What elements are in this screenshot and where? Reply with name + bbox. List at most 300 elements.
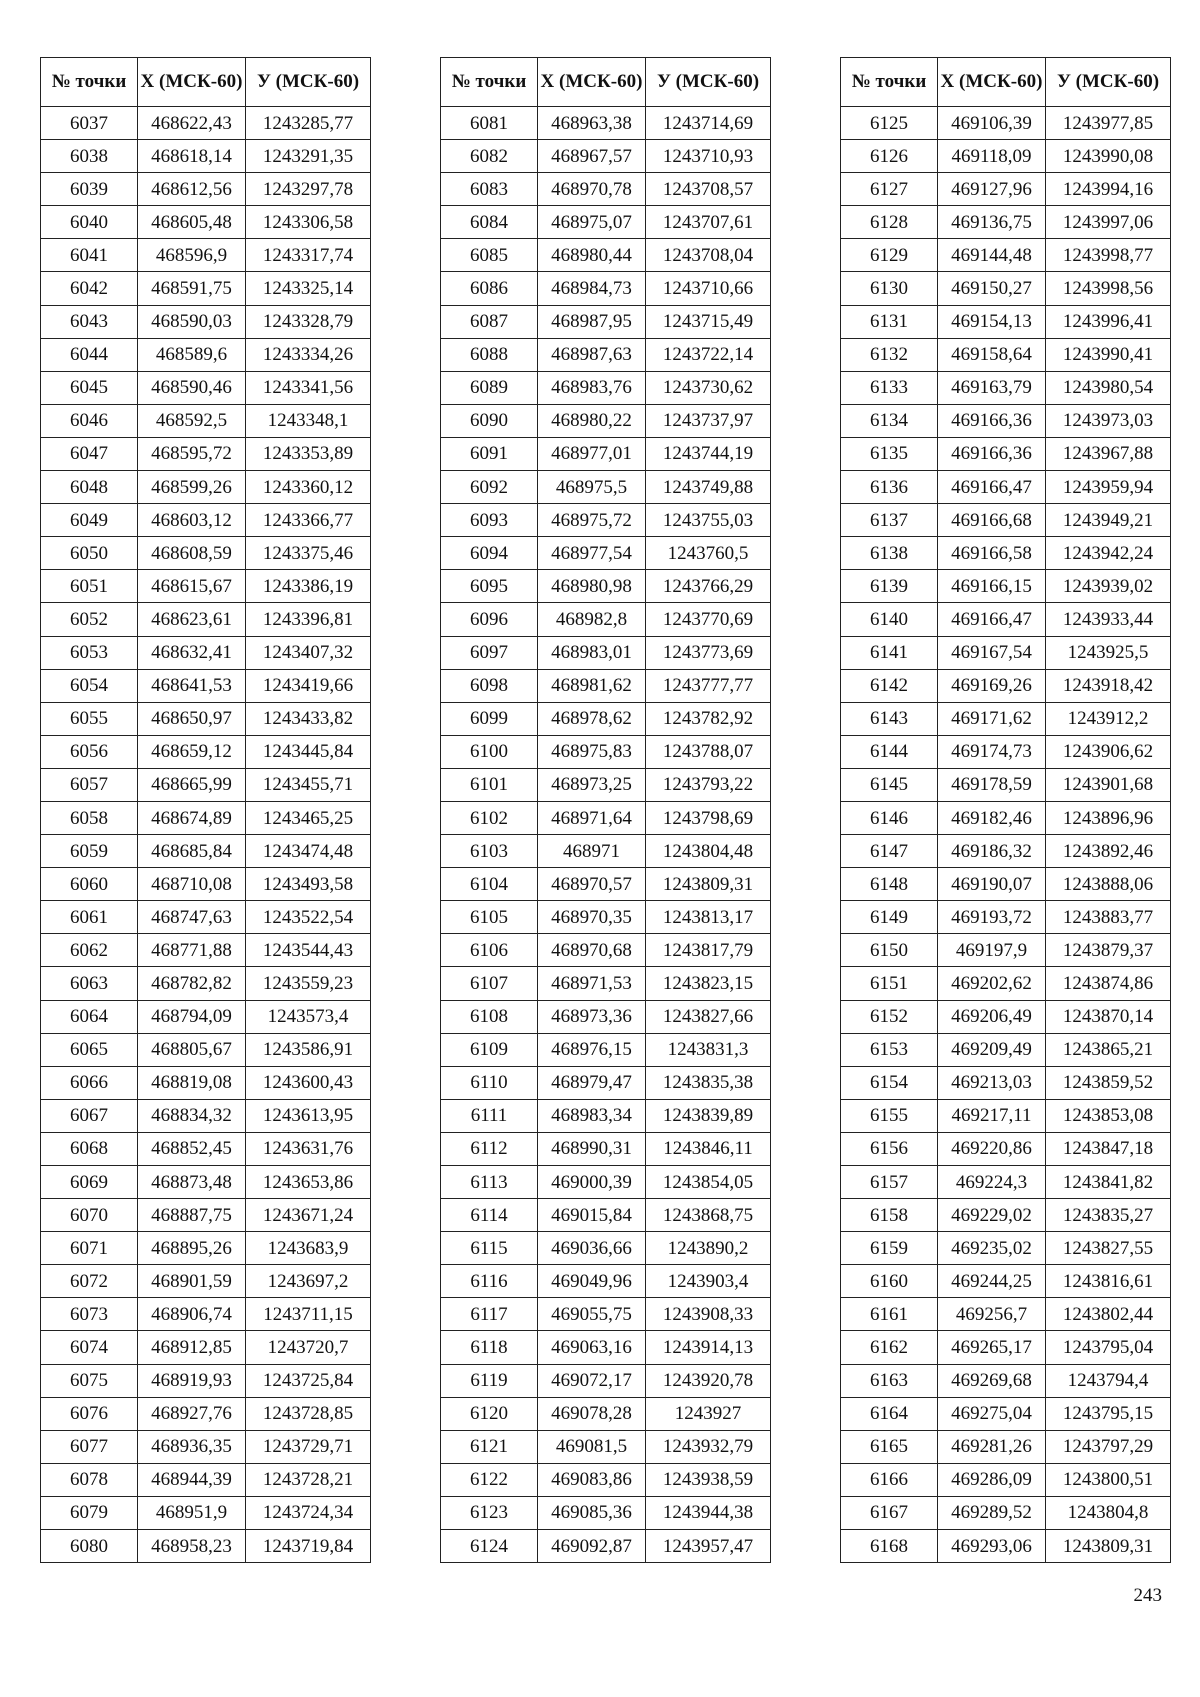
cell-y-coordinate: 1243804,8 — [1046, 1496, 1171, 1529]
cell-point-number: 6132 — [841, 338, 938, 371]
cell-point-number: 6119 — [441, 1364, 538, 1397]
table-row — [841, 1033, 1171, 1066]
header-point-number: № точки — [41, 58, 138, 107]
cell-point-number: 6037 — [41, 107, 138, 140]
cell-point-number: 6163 — [841, 1364, 938, 1397]
cell-x-coordinate: 468590,46 — [138, 371, 246, 404]
cell-point-number: 6062 — [41, 934, 138, 967]
cell-y-coordinate: 1243797,29 — [1046, 1430, 1171, 1463]
cell-y-coordinate: 1243813,17 — [646, 901, 771, 934]
table-row — [441, 1066, 771, 1099]
table-row — [441, 1265, 771, 1298]
table-row — [441, 1033, 771, 1066]
cell-point-number: 6146 — [841, 801, 938, 834]
cell-y-coordinate: 1243918,42 — [1046, 669, 1171, 702]
cell-x-coordinate: 468970,78 — [538, 173, 646, 206]
cell-y-coordinate: 1243914,13 — [646, 1331, 771, 1364]
cell-y-coordinate: 1243729,71 — [246, 1430, 371, 1463]
cell-x-coordinate: 469092,87 — [538, 1530, 646, 1563]
cell-x-coordinate: 469166,36 — [938, 404, 1046, 437]
cell-point-number: 6113 — [441, 1166, 538, 1199]
cell-y-coordinate: 1243707,61 — [646, 206, 771, 239]
cell-point-number: 6161 — [841, 1298, 938, 1331]
table-row — [41, 272, 371, 305]
cell-x-coordinate: 469256,7 — [938, 1298, 1046, 1331]
cell-x-coordinate: 468971,64 — [538, 801, 646, 834]
table-row — [841, 835, 1171, 868]
table-row — [841, 967, 1171, 1000]
table-row — [441, 272, 771, 305]
cell-point-number: 6087 — [441, 305, 538, 338]
cell-x-coordinate: 468973,36 — [538, 1000, 646, 1033]
cell-point-number: 6083 — [441, 173, 538, 206]
table-row — [41, 107, 371, 140]
table-row — [441, 140, 771, 173]
cell-y-coordinate: 1243959,94 — [1046, 471, 1171, 504]
cell-point-number: 6105 — [441, 901, 538, 934]
cell-x-coordinate: 468987,63 — [538, 338, 646, 371]
table-row — [841, 1530, 1171, 1563]
cell-point-number: 6056 — [41, 735, 138, 768]
cell-point-number: 6065 — [41, 1033, 138, 1066]
cell-point-number: 6041 — [41, 239, 138, 272]
table-row — [41, 140, 371, 173]
cell-point-number: 6060 — [41, 868, 138, 901]
cell-y-coordinate: 1243522,54 — [246, 901, 371, 934]
cell-point-number: 6075 — [41, 1364, 138, 1397]
cell-y-coordinate: 1243760,5 — [646, 537, 771, 570]
table-row — [841, 1265, 1171, 1298]
cell-x-coordinate: 469000,39 — [538, 1166, 646, 1199]
cell-point-number: 6123 — [441, 1496, 538, 1529]
cell-point-number: 6064 — [41, 1000, 138, 1033]
cell-y-coordinate: 1243725,84 — [246, 1364, 371, 1397]
cell-point-number: 6130 — [841, 272, 938, 305]
cell-point-number: 6127 — [841, 173, 938, 206]
cell-y-coordinate: 1243766,29 — [646, 570, 771, 603]
cell-point-number: 6121 — [441, 1430, 538, 1463]
cell-point-number: 6095 — [441, 570, 538, 603]
table-row — [41, 735, 371, 768]
cell-point-number: 6042 — [41, 272, 138, 305]
cell-y-coordinate: 1243933,44 — [1046, 603, 1171, 636]
table-row — [41, 1298, 371, 1331]
cell-y-coordinate: 1243906,62 — [1046, 735, 1171, 768]
cell-x-coordinate: 468963,38 — [538, 107, 646, 140]
cell-y-coordinate: 1243920,78 — [646, 1364, 771, 1397]
cell-y-coordinate: 1243938,59 — [646, 1463, 771, 1496]
table-row — [41, 1199, 371, 1232]
cell-y-coordinate: 1243317,74 — [246, 239, 371, 272]
cell-x-coordinate: 469166,58 — [938, 537, 1046, 570]
table-row — [841, 305, 1171, 338]
cell-y-coordinate: 1243847,18 — [1046, 1132, 1171, 1165]
table-row — [441, 1397, 771, 1430]
table-row — [41, 1463, 371, 1496]
cell-y-coordinate: 1243671,24 — [246, 1199, 371, 1232]
cell-point-number: 6040 — [41, 206, 138, 239]
cell-x-coordinate: 468615,67 — [138, 570, 246, 603]
cell-y-coordinate: 1243903,4 — [646, 1265, 771, 1298]
cell-x-coordinate: 468979,47 — [538, 1066, 646, 1099]
cell-y-coordinate: 1243892,46 — [1046, 835, 1171, 868]
cell-x-coordinate: 468618,14 — [138, 140, 246, 173]
table-row — [841, 636, 1171, 669]
cell-point-number: 6100 — [441, 735, 538, 768]
table-row — [441, 1463, 771, 1496]
cell-point-number: 6079 — [41, 1496, 138, 1529]
table-row — [841, 1000, 1171, 1033]
table-row — [841, 1331, 1171, 1364]
cell-y-coordinate: 1243407,32 — [246, 636, 371, 669]
table-row — [41, 768, 371, 801]
table-row — [41, 1496, 371, 1529]
table-row — [41, 206, 371, 239]
table-row — [441, 801, 771, 834]
cell-point-number: 6166 — [841, 1463, 938, 1496]
cell-point-number: 6118 — [441, 1331, 538, 1364]
cell-point-number: 6057 — [41, 768, 138, 801]
cell-y-coordinate: 1243396,81 — [246, 603, 371, 636]
cell-point-number: 6159 — [841, 1232, 938, 1265]
cell-x-coordinate: 469217,11 — [938, 1099, 1046, 1132]
cell-x-coordinate: 469078,28 — [538, 1397, 646, 1430]
cell-y-coordinate: 1243720,7 — [246, 1331, 371, 1364]
table-row — [41, 537, 371, 570]
table-row — [441, 1430, 771, 1463]
cell-point-number: 6071 — [41, 1232, 138, 1265]
table-row — [841, 735, 1171, 768]
cell-x-coordinate: 468971,53 — [538, 967, 646, 1000]
cell-point-number: 6054 — [41, 669, 138, 702]
cell-x-coordinate: 468603,12 — [138, 504, 246, 537]
cell-point-number: 6093 — [441, 504, 538, 537]
table-row — [441, 437, 771, 470]
cell-y-coordinate: 1243341,56 — [246, 371, 371, 404]
cell-x-coordinate: 468632,41 — [138, 636, 246, 669]
cell-point-number: 6067 — [41, 1099, 138, 1132]
cell-y-coordinate: 1243348,1 — [246, 404, 371, 437]
cell-point-number: 6094 — [441, 537, 538, 570]
table-row — [841, 1066, 1171, 1099]
table-row — [441, 537, 771, 570]
table-row — [41, 1331, 371, 1364]
cell-point-number: 6091 — [441, 437, 538, 470]
cell-y-coordinate: 1243827,55 — [1046, 1232, 1171, 1265]
table-row — [41, 173, 371, 206]
cell-point-number: 6151 — [841, 967, 938, 1000]
cell-x-coordinate: 468970,68 — [538, 934, 646, 967]
cell-point-number: 6125 — [841, 107, 938, 140]
table-row — [841, 603, 1171, 636]
table-row — [41, 371, 371, 404]
table-row — [441, 835, 771, 868]
cell-point-number: 6072 — [41, 1265, 138, 1298]
cell-y-coordinate: 1243816,61 — [1046, 1265, 1171, 1298]
cell-point-number: 6063 — [41, 967, 138, 1000]
cell-x-coordinate: 468771,88 — [138, 934, 246, 967]
cell-x-coordinate: 468919,93 — [138, 1364, 246, 1397]
table-row — [441, 934, 771, 967]
cell-y-coordinate: 1243977,85 — [1046, 107, 1171, 140]
table-row — [41, 1132, 371, 1165]
table-row — [41, 471, 371, 504]
cell-point-number: 6162 — [841, 1331, 938, 1364]
cell-point-number: 6098 — [441, 669, 538, 702]
cell-x-coordinate: 468641,53 — [138, 669, 246, 702]
table-row — [441, 702, 771, 735]
cell-x-coordinate: 469083,86 — [538, 1463, 646, 1496]
cell-point-number: 6129 — [841, 239, 938, 272]
cell-y-coordinate: 1243710,66 — [646, 272, 771, 305]
cell-x-coordinate: 468987,95 — [538, 305, 646, 338]
cell-y-coordinate: 1243997,06 — [1046, 206, 1171, 239]
table-row — [441, 967, 771, 1000]
cell-y-coordinate: 1243823,15 — [646, 967, 771, 1000]
cell-x-coordinate: 468659,12 — [138, 735, 246, 768]
cell-point-number: 6137 — [841, 504, 938, 537]
cell-x-coordinate: 468983,01 — [538, 636, 646, 669]
cell-x-coordinate: 468794,09 — [138, 1000, 246, 1033]
table-row — [841, 404, 1171, 437]
table-row — [841, 702, 1171, 735]
cell-y-coordinate: 1243715,49 — [646, 305, 771, 338]
cell-y-coordinate: 1243835,27 — [1046, 1199, 1171, 1232]
cell-x-coordinate: 468973,25 — [538, 768, 646, 801]
cell-point-number: 6059 — [41, 835, 138, 868]
cell-x-coordinate: 469127,96 — [938, 173, 1046, 206]
cell-y-coordinate: 1243990,08 — [1046, 140, 1171, 173]
table-row — [841, 1463, 1171, 1496]
cell-y-coordinate: 1243544,43 — [246, 934, 371, 967]
cell-point-number: 6050 — [41, 537, 138, 570]
cell-y-coordinate: 1243297,78 — [246, 173, 371, 206]
cell-x-coordinate: 468710,08 — [138, 868, 246, 901]
table-row — [441, 636, 771, 669]
cell-point-number: 6090 — [441, 404, 538, 437]
table-row — [41, 1397, 371, 1430]
table-row — [441, 1530, 771, 1563]
cell-y-coordinate: 1243846,11 — [646, 1132, 771, 1165]
cell-x-coordinate: 469169,26 — [938, 669, 1046, 702]
cell-x-coordinate: 468980,98 — [538, 570, 646, 603]
cell-point-number: 6135 — [841, 437, 938, 470]
cell-x-coordinate: 468589,6 — [138, 338, 246, 371]
cell-point-number: 6046 — [41, 404, 138, 437]
table-row — [841, 504, 1171, 537]
cell-x-coordinate: 469118,09 — [938, 140, 1046, 173]
cell-x-coordinate: 469158,64 — [938, 338, 1046, 371]
cell-point-number: 6038 — [41, 140, 138, 173]
header-y-coordinate: У (МСК-60) — [646, 58, 771, 107]
cell-x-coordinate: 469136,75 — [938, 206, 1046, 239]
cell-x-coordinate: 468887,75 — [138, 1199, 246, 1232]
cell-y-coordinate: 1243839,89 — [646, 1099, 771, 1132]
cell-y-coordinate: 1243708,57 — [646, 173, 771, 206]
cell-point-number: 6128 — [841, 206, 938, 239]
cell-y-coordinate: 1243782,92 — [646, 702, 771, 735]
cell-x-coordinate: 468978,62 — [538, 702, 646, 735]
cell-y-coordinate: 1243493,58 — [246, 868, 371, 901]
cell-y-coordinate: 1243708,04 — [646, 239, 771, 272]
cell-y-coordinate: 1243613,95 — [246, 1099, 371, 1132]
table-row — [441, 1364, 771, 1397]
table-row — [41, 404, 371, 437]
cell-x-coordinate: 468782,82 — [138, 967, 246, 1000]
table-row — [41, 1530, 371, 1563]
cell-point-number: 6073 — [41, 1298, 138, 1331]
cell-x-coordinate: 468975,5 — [538, 471, 646, 504]
cell-y-coordinate: 1243366,77 — [246, 504, 371, 537]
cell-x-coordinate: 469235,02 — [938, 1232, 1046, 1265]
table-row — [441, 1000, 771, 1033]
coordinates-table-3 — [840, 57, 1171, 1563]
cell-point-number: 6154 — [841, 1066, 938, 1099]
cell-y-coordinate: 1243719,84 — [246, 1530, 371, 1563]
table-row — [41, 1000, 371, 1033]
table-row — [841, 338, 1171, 371]
header-x-coordinate: X (МСК-60) — [138, 58, 246, 107]
cell-x-coordinate: 468936,35 — [138, 1430, 246, 1463]
cell-point-number: 6168 — [841, 1530, 938, 1563]
cell-point-number: 6085 — [441, 239, 538, 272]
cell-x-coordinate: 469286,09 — [938, 1463, 1046, 1496]
table-row — [441, 239, 771, 272]
cell-x-coordinate: 468980,22 — [538, 404, 646, 437]
cell-point-number: 6114 — [441, 1199, 538, 1232]
cell-x-coordinate: 469166,15 — [938, 570, 1046, 603]
cell-y-coordinate: 1243957,47 — [646, 1530, 771, 1563]
table-row — [41, 1099, 371, 1132]
cell-x-coordinate: 469202,62 — [938, 967, 1046, 1000]
cell-y-coordinate: 1243737,97 — [646, 404, 771, 437]
cell-y-coordinate: 1243724,34 — [246, 1496, 371, 1529]
cell-y-coordinate: 1243559,23 — [246, 967, 371, 1000]
cell-y-coordinate: 1243967,88 — [1046, 437, 1171, 470]
cell-point-number: 6049 — [41, 504, 138, 537]
cell-point-number: 6103 — [441, 835, 538, 868]
cell-y-coordinate: 1243800,51 — [1046, 1463, 1171, 1496]
cell-x-coordinate: 468591,75 — [138, 272, 246, 305]
cell-point-number: 6108 — [441, 1000, 538, 1033]
table-row — [841, 901, 1171, 934]
cell-point-number: 6107 — [441, 967, 538, 1000]
cell-point-number: 6155 — [841, 1099, 938, 1132]
cell-point-number: 6055 — [41, 702, 138, 735]
cell-x-coordinate: 468805,67 — [138, 1033, 246, 1066]
cell-x-coordinate: 469186,32 — [938, 835, 1046, 868]
cell-point-number: 6122 — [441, 1463, 538, 1496]
cell-x-coordinate: 469281,26 — [938, 1430, 1046, 1463]
table-row — [441, 1331, 771, 1364]
table-header-row — [841, 58, 1171, 107]
cell-point-number: 6167 — [841, 1496, 938, 1529]
cell-y-coordinate: 1243998,56 — [1046, 272, 1171, 305]
cell-point-number: 6068 — [41, 1132, 138, 1165]
cell-point-number: 6044 — [41, 338, 138, 371]
table-row — [841, 371, 1171, 404]
cell-point-number: 6120 — [441, 1397, 538, 1430]
table-row — [841, 1166, 1171, 1199]
cell-x-coordinate: 469265,17 — [938, 1331, 1046, 1364]
table-row — [41, 239, 371, 272]
table-row — [441, 305, 771, 338]
cell-x-coordinate: 468590,03 — [138, 305, 246, 338]
cell-x-coordinate: 468927,76 — [138, 1397, 246, 1430]
table-row — [41, 305, 371, 338]
table-row — [441, 1132, 771, 1165]
cell-point-number: 6143 — [841, 702, 938, 735]
table-row — [441, 471, 771, 504]
table-row — [841, 934, 1171, 967]
cell-point-number: 6039 — [41, 173, 138, 206]
cell-y-coordinate: 1243291,35 — [246, 140, 371, 173]
cell-y-coordinate: 1243896,96 — [1046, 801, 1171, 834]
cell-point-number: 6104 — [441, 868, 538, 901]
table-row — [441, 868, 771, 901]
cell-point-number: 6134 — [841, 404, 938, 437]
cell-x-coordinate: 468975,07 — [538, 206, 646, 239]
table-row — [441, 768, 771, 801]
table-row — [441, 669, 771, 702]
table-row — [841, 107, 1171, 140]
cell-point-number: 6052 — [41, 603, 138, 636]
table-row — [441, 1166, 771, 1199]
cell-y-coordinate: 1243744,19 — [646, 437, 771, 470]
cell-x-coordinate: 469144,48 — [938, 239, 1046, 272]
table-row — [41, 504, 371, 537]
cell-point-number: 6061 — [41, 901, 138, 934]
table-row — [441, 504, 771, 537]
cell-point-number: 6047 — [41, 437, 138, 470]
table-row — [841, 1364, 1171, 1397]
cell-y-coordinate: 1243586,91 — [246, 1033, 371, 1066]
cell-x-coordinate: 469178,59 — [938, 768, 1046, 801]
table-row — [41, 1430, 371, 1463]
cell-point-number: 6058 — [41, 801, 138, 834]
cell-y-coordinate: 1243879,37 — [1046, 934, 1171, 967]
cell-y-coordinate: 1243773,69 — [646, 636, 771, 669]
cell-x-coordinate: 469171,62 — [938, 702, 1046, 735]
cell-x-coordinate: 469049,96 — [538, 1265, 646, 1298]
table-row — [41, 603, 371, 636]
cell-x-coordinate: 468977,01 — [538, 437, 646, 470]
cell-point-number: 6156 — [841, 1132, 938, 1165]
cell-y-coordinate: 1243888,06 — [1046, 868, 1171, 901]
table-row — [41, 1265, 371, 1298]
cell-x-coordinate: 468981,62 — [538, 669, 646, 702]
table-row — [441, 603, 771, 636]
cell-y-coordinate: 1243854,05 — [646, 1166, 771, 1199]
cell-y-coordinate: 1243817,79 — [646, 934, 771, 967]
cell-point-number: 6140 — [841, 603, 938, 636]
cell-x-coordinate: 469166,68 — [938, 504, 1046, 537]
cell-y-coordinate: 1243600,43 — [246, 1066, 371, 1099]
cell-point-number: 6115 — [441, 1232, 538, 1265]
cell-point-number: 6138 — [841, 537, 938, 570]
table-row — [441, 107, 771, 140]
cell-point-number: 6088 — [441, 338, 538, 371]
cell-point-number: 6043 — [41, 305, 138, 338]
cell-y-coordinate: 1243794,4 — [1046, 1364, 1171, 1397]
cell-y-coordinate: 1243306,58 — [246, 206, 371, 239]
table-row — [841, 1430, 1171, 1463]
cell-point-number: 6106 — [441, 934, 538, 967]
table-row — [841, 471, 1171, 504]
table-row — [841, 140, 1171, 173]
cell-x-coordinate: 468650,97 — [138, 702, 246, 735]
cell-x-coordinate: 469036,66 — [538, 1232, 646, 1265]
